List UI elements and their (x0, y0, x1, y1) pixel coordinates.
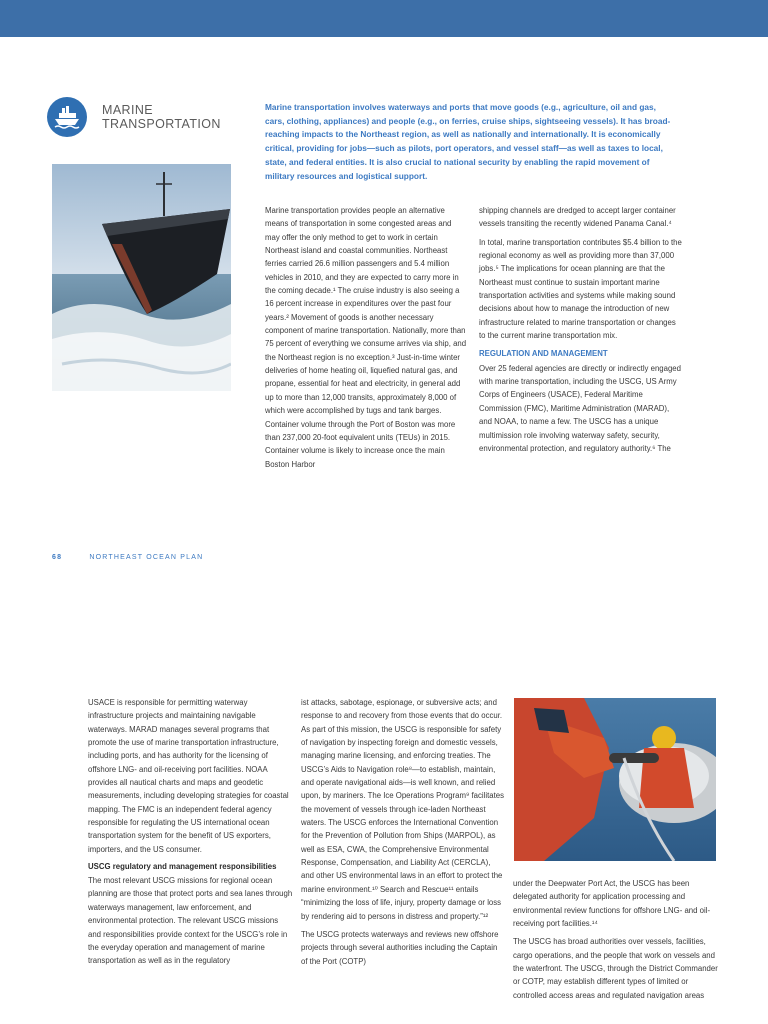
column-2 (479, 204, 682, 460)
paragraph: The USCG has broad authorities over vessels, facilities, cargo operations, and the people that work on vessels and the waterfront. The USCG, through the District Commander or COTP, may establish different types of limited or controlled access areas and regulated navigation areas (513, 937, 718, 1000)
section-icon (47, 97, 87, 137)
lead-paragraph: Marine transportation involves waterways and ports that move goods (e.g., agriculture, oil and gas, cars, clothing, appliances) and people (e.g., on ferries, cruise ships, sightseeing vessels). It has broad-reaching impacts to the Northeast region, as well as nationally and internationally. It is economically critical, providing for jobs—such as pilots, port operators, and vessel staff—as well as taxes to local, state, and federal entities. It is also crucial to national security by enabling the rapid movement of military resources and logistical support. (265, 102, 671, 181)
section-heading: REGULATION AND MANAGEMENT (479, 349, 608, 359)
ship-icon (47, 97, 87, 137)
paragraph: In total, marine transportation contributes $5.4 billion to the regional economy as well as providing more than 37,000 jobs.⁵ The implications for ocean planning are that the Northeast must continue to sustain important marine transportation activities and systems while making sound decisions about how to manage the introduction of new infrastructure related to marine transportation or changes to the current marine transportation mix. (479, 237, 682, 341)
paragraph: The most relevant USCG missions for regional ocean planning are those that protect ports and sea lanes through waterways management, law enforcement, and environmental protection. The relevant USCG missions and responsibilities provide context for the USCG’s role in the everyday operation and management of marine transportation as well as in the regulatory (88, 876, 293, 966)
column-3 (88, 696, 293, 973)
paragraph: The USCG protects waterways and reviews new offshore projects through several authorities including the Captain of the Port (COTP) (301, 929, 499, 966)
section-title: MARINE TRANSPORTATION (102, 103, 221, 131)
paragraph: Marine transportation provides people an alternative means of transportation in some congested areas and may offer the only method to get to work in certain Northeast island and coastal communities. Northeast ferries carried 26.6 million passengers and 5.4 million vehicles in 2010, and they are expected to carry more in the coming decade.¹ The cruise industry is also seeing a 16 percent increase in expenditures over the past four years.² Movement of goods is another necessary component of marine transportation. Nationally, more than 75 percent of everything we consume arrives via ship, and the Northeast region is no exception.³ Just-in-time winter deliveries of home heating oil, liquefied natural gas, and propane, essential for heat and electricity, in general add up to more than 12,000 transits, approximately 8,000 of which were accomplished by tugs and tank barges. Container volume through the Port of Boston was more than 237,000 20-foot equivalent units (TEUs) in 2015. Container volume is likely to increase once the main Boston Harbor (265, 206, 467, 469)
column-1 (265, 204, 468, 476)
paragraph: Over 25 federal agencies are directly or indirectly engaged with marine transportation, including the USCG, US Army Corps of Engineers (USACE), Federal Maritime Commission (FMC), Maritime Administration (MARAD), and NOAA, to name a few. The USCG has a unique multimission role involving waterway safety, security, environmental protection, and regulatory authority.⁶ The (479, 363, 681, 453)
paragraph: ist attacks, sabotage, espionage, or subversive acts; and response to and recovery from those events that do occur. As part of this mission, the USCG is responsible for safety of navigation by inspecting foreign and domestic vessels, managing marine licensing, and enforcing treaties. The USCG’s Aids to Navigation role⁸—to establish, maintain, and operate navigational aids—is well known, and relied upon, by mariners. The Ice Operations Program⁹ facilitates the movement of vessels through ice-laden Northeast waters. The USCG enforces the International Convention for the Prevention of Pollution from Ships (MARPOL), as well as ESA, CWA, the Comprehensive Environmental Response, Compensation, and Liability Act (CERCLA), and other US environmental laws in an effort to protect the marine environment.¹⁰ Search and Rescue¹¹ entails “minimizing the loss of life, injury, property damage or loss by rendering aid to persons in distress and property.”¹² (301, 698, 504, 921)
footer-title-a: NORTHEAST (89, 554, 144, 561)
paragraph: under the Deepwater Port Act, the USCG has been delegated authority for application processing and environmental review functions for offshore LNG- and oil-receiving port facilities.¹⁴ (513, 879, 711, 929)
page-number: 68 (52, 554, 63, 561)
footer-title-b: OCEAN PLAN (146, 554, 204, 561)
paragraph: shipping channels are dredged to accept larger container vessels transiting the recently widened Panama Canal.⁴ (479, 206, 676, 229)
column-4 (301, 696, 504, 973)
page-footer (52, 554, 203, 561)
subsection-heading: USCG regulatory and management responsibilities (88, 862, 277, 872)
crew-photo (514, 698, 716, 861)
header-bar (0, 0, 768, 37)
paragraph: USACE is responsible for permitting waterway infrastructure projects and maintaining navigable waterways. MARAD manages several programs that promote the use of marine transportation infrastructure, including ports, and has authority for the licensing of offshore LNG- and oil-receiving port facilities. NOAA provides all nautical charts and maps and geodetic measurements, including developing strategies for coastal mapping. The FMC is an independent federal agency responsible for regulating the US international ocean transportation system for the benefit of US exporters, importers, and the US consumer. (88, 698, 289, 854)
column-5 (513, 877, 718, 1007)
ship-photo (52, 164, 231, 391)
